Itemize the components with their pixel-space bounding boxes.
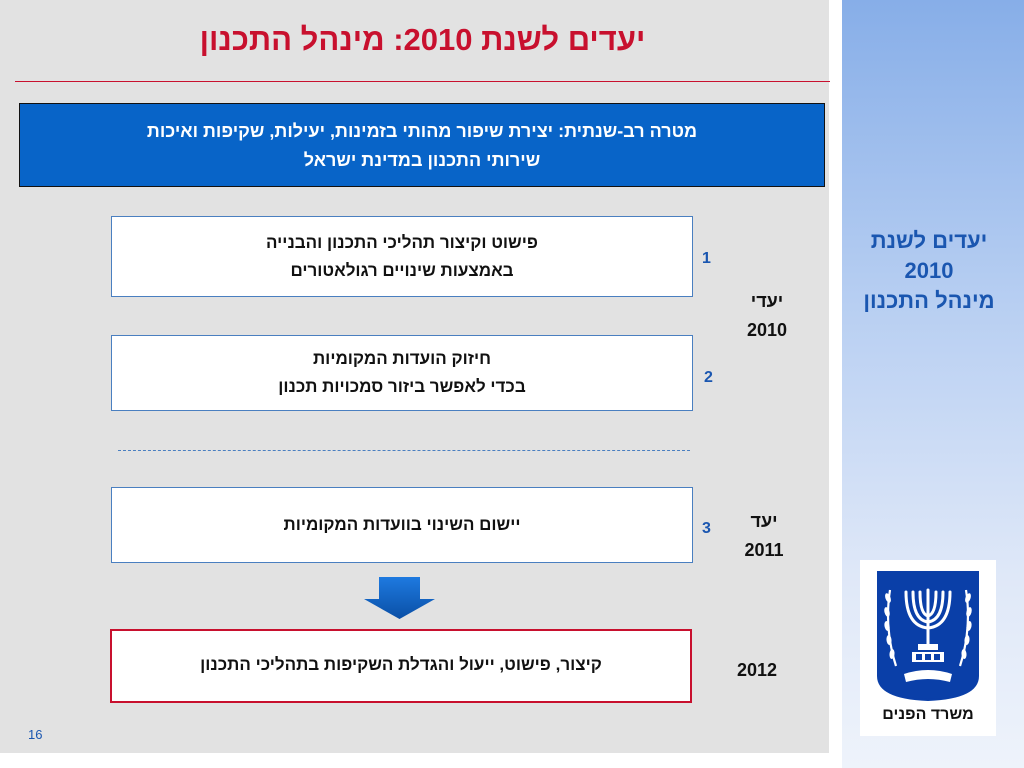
final-goal-box: קיצור, פישוט, ייעול והגדלת השקיפות בתהליכי התכנון <box>110 629 692 703</box>
goal-item-1-line1: פישוט וקיצור תהליכי התכנון והבנייה <box>266 233 538 252</box>
state-emblem-icon <box>874 568 982 702</box>
year-group-2011-line2: 2011 <box>744 540 784 560</box>
sidebar-title-line1: יעדים לשנת <box>870 228 988 253</box>
sidebar-title-line3: מינהל התכנון <box>863 288 995 313</box>
final-year: 2012 <box>736 660 778 680</box>
goal-item-2-line2: בכדי לאפשר ביזור סמכויות תכנון <box>278 377 526 396</box>
emblem-caption: משרד הפנים <box>882 706 974 723</box>
down-arrow-icon <box>364 577 435 619</box>
goal-item-2-number: 2 <box>704 369 713 386</box>
year-group-2010 <box>735 287 799 345</box>
goal-item-2-line1: חיזוק הועדות המקומיות <box>312 349 491 368</box>
year-group-2011-line1: יעד <box>750 511 778 531</box>
ministry-emblem-card <box>860 560 996 736</box>
goal-item-2 <box>111 335 693 411</box>
title-divider <box>15 81 830 82</box>
goal-item-3-line1: יישום השינוי בוועדות המקומיות <box>283 515 521 534</box>
sidebar-title-line2: 2010 <box>904 258 954 283</box>
goal-item-3-number: 3 <box>702 520 711 537</box>
multi-year-goal-box <box>19 103 825 187</box>
bottom-strip <box>0 753 829 768</box>
goal-text-line1: מטרה רב-שנתית: יצירת שיפור מהותי בזמינות, יעילות, שקיפות ואיכות <box>146 121 698 141</box>
goal-item-1-number: 1 <box>702 250 711 267</box>
year-group-2010-line1: יעדי <box>750 291 784 311</box>
page-number: 16 <box>28 727 43 742</box>
year-group-2011 <box>732 507 796 565</box>
year-group-2010-line2: 2010 <box>746 320 788 340</box>
page-title: יעדים לשנת 2010: מינהל התכנון <box>199 22 646 57</box>
goal-item-1-line2: באמצעות שינויים רגולאטורים <box>290 261 514 280</box>
goal-item-1 <box>111 216 693 297</box>
dashed-divider <box>118 450 690 451</box>
goal-text-line2: שירותי התכנון במדינת ישראל <box>303 150 541 170</box>
goal-item-3 <box>111 487 693 563</box>
sidebar-title <box>834 226 1024 316</box>
